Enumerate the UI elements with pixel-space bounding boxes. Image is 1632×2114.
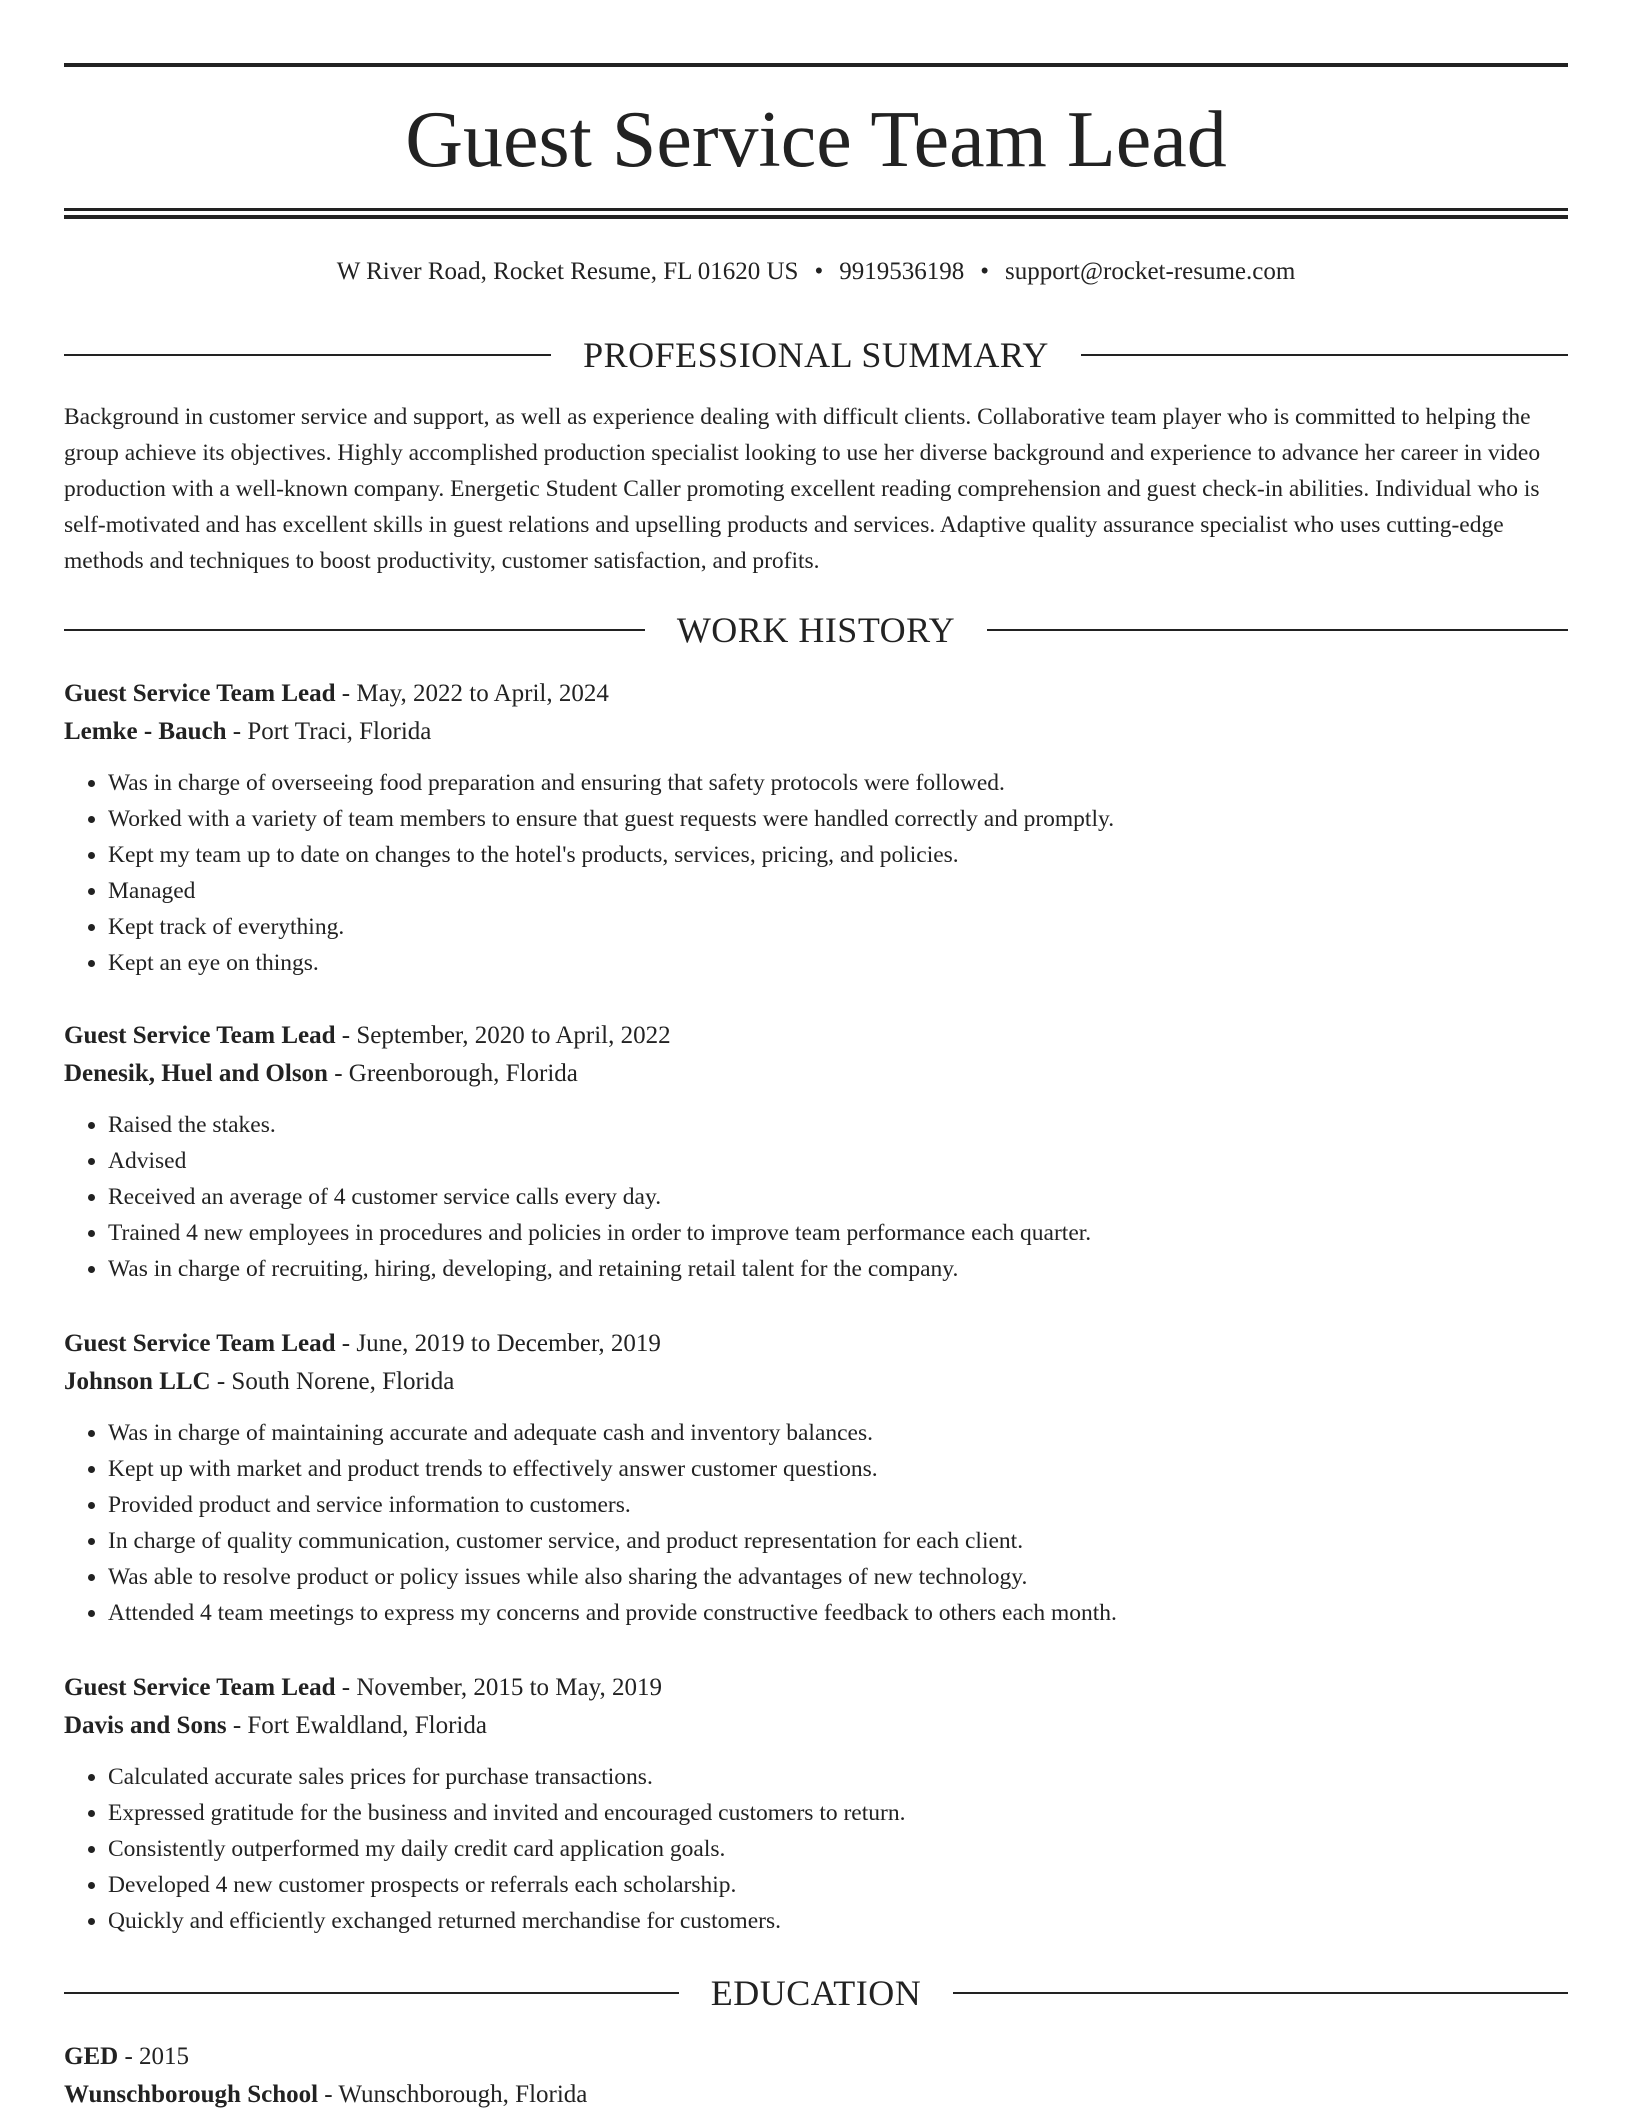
title-double-rule	[64, 208, 1568, 219]
job-entry	[64, 1669, 1568, 1939]
job-title: Guest Service Team Lead	[64, 1330, 336, 1357]
section-heading-work	[64, 608, 1568, 652]
education-degree: GED	[64, 2043, 119, 2070]
job-bullet: • Managed	[108, 873, 1568, 909]
job-company-line	[64, 713, 1568, 751]
job-bullet: • Kept track of everything.	[108, 909, 1568, 945]
section-heading-label: EDUCATION	[710, 1973, 922, 2013]
job-location: - South Norene, Florida	[210, 1368, 455, 1395]
heading-rule-left	[64, 354, 551, 356]
job-dates: - June, 2019 to December, 2019	[335, 1330, 661, 1357]
job-bullet: • Was in charge of recruiting, hiring, developing, and retaining retail talent for the company.	[108, 1251, 1568, 1287]
heading-rule-right	[1081, 354, 1568, 356]
job-location: - Fort Ewaldland, Florida	[226, 1712, 487, 1739]
section-heading-education	[64, 1971, 1568, 2015]
top-rule	[64, 63, 1568, 67]
job-company-line	[64, 1707, 1568, 1745]
contact-email: support@rocket-resume.com	[1005, 258, 1296, 285]
job-bullet: • Worked with a variety of team members to ensure that guest requests were handled correctly and promptly.	[108, 801, 1568, 837]
job-title-line	[64, 1325, 1568, 1363]
job-bullet: • Kept my team up to date on changes to the hotel's products, services, pricing, and policies.	[108, 837, 1568, 873]
job-company-line	[64, 1055, 1568, 1093]
job-bullet: • In charge of quality communication, customer service, and product representation for each client.	[108, 1523, 1568, 1559]
contact-separator: •	[980, 258, 989, 285]
job-bullet: • Expressed gratitude for the business and invited and encouraged customers to return.	[108, 1795, 1568, 1831]
job-bullet: • Attended 4 team meetings to express my concerns and provide constructive feedback to others each month.	[108, 1595, 1568, 1631]
job-bullet: • Was in charge of maintaining accurate and adequate cash and inventory balances.	[108, 1415, 1568, 1451]
section-heading-label: WORK HISTORY	[676, 610, 956, 650]
job-bullets	[64, 765, 1568, 981]
job-company: Lemke - Bauch	[64, 718, 227, 745]
job-bullet: • Trained 4 new employees in procedures and policies in order to improve team performance each quarter.	[108, 1215, 1568, 1251]
job-entry	[64, 675, 1568, 981]
job-dates: - May, 2022 to April, 2024	[335, 680, 609, 707]
job-company: Denesik, Huel and Olson	[64, 1060, 328, 1087]
education-entry	[64, 2038, 1568, 2114]
job-bullet: • Kept up with market and product trends to effectively answer customer questions.	[108, 1451, 1568, 1487]
job-location: - Greenborough, Florida	[327, 1060, 578, 1087]
job-entry	[64, 1325, 1568, 1631]
job-title-line	[64, 675, 1568, 713]
education-school: Wunschborough School	[64, 2081, 319, 2108]
education-location: - Wunschborough, Florida	[318, 2081, 588, 2108]
job-bullets	[64, 1107, 1568, 1287]
education-school-line	[64, 2076, 1568, 2114]
heading-rule-left	[64, 629, 645, 631]
contact-address: W River Road, Rocket Resume, FL 01620 US	[336, 258, 799, 285]
education-year: - 2015	[118, 2043, 190, 2070]
job-title-line	[64, 1669, 1568, 1707]
job-bullet: • Developed 4 new customer prospects or referrals each scholarship.	[108, 1867, 1568, 1903]
job-title: Guest Service Team Lead	[64, 1022, 336, 1049]
job-title-line	[64, 1017, 1568, 1055]
summary-paragraph: Background in customer service and support, as well as experience dealing with difficult clients. Collaborative team player who is committed to helping the group achieve its objectives. Highly accomplished production specialist looking to use her diverse background and experience to advance her career in video production with a well-known company. Energetic Student Caller promoting excellent reading comprehension and guest check-in abilities. Individual who is self-motivated and has excellent skills in guest relations and upselling products and services. Adaptive quality assurance specialist who uses cutting-edge methods and techniques to boost productivity, customer satisfaction, and profits.	[64, 404, 1541, 574]
section-heading-summary	[64, 333, 1568, 377]
job-bullet: • Quickly and efficiently exchanged returned merchandise for customers.	[108, 1903, 1568, 1939]
job-company: Johnson LLC	[64, 1368, 211, 1395]
job-entry	[64, 1017, 1568, 1287]
job-bullets	[64, 1415, 1568, 1631]
contact-separator: •	[814, 258, 824, 285]
job-bullet: • Consistently outperformed my daily credit card application goals.	[108, 1831, 1568, 1867]
heading-rule-right	[953, 1992, 1568, 1994]
job-company-line	[64, 1363, 1568, 1401]
job-dates: - November, 2015 to May, 2019	[335, 1674, 663, 1701]
job-bullet: • Calculated accurate sales prices for purchase transactions.	[108, 1759, 1568, 1795]
education-degree-line	[64, 2038, 1568, 2076]
job-bullet: • Received an average of 4 customer service calls every day.	[108, 1179, 1568, 1215]
job-bullet: • Advised	[108, 1143, 1568, 1179]
section-heading-label: PROFESSIONAL SUMMARY	[583, 335, 1049, 375]
job-title: Guest Service Team Lead	[64, 1674, 336, 1701]
job-bullets	[64, 1759, 1568, 1939]
job-bullet: • Was able to resolve product or policy issues while also sharing the advantages of new technology.	[108, 1559, 1568, 1595]
job-company: Davis and Sons	[64, 1712, 227, 1739]
heading-rule-left	[64, 1992, 679, 1994]
job-bullet: • Provided product and service information to customers.	[108, 1487, 1568, 1523]
contact-line	[64, 255, 1568, 289]
job-dates: - September, 2020 to April, 2022	[335, 1022, 671, 1049]
resume-title: Guest Service Team Lead	[405, 96, 1227, 184]
contact-phone: 9919536198	[839, 258, 965, 285]
job-bullet: • Raised the stakes.	[108, 1107, 1568, 1143]
heading-rule-right	[987, 629, 1568, 631]
job-bullet: • Kept an eye on things.	[108, 945, 1568, 981]
job-location: - Port Traci, Florida	[226, 718, 432, 745]
job-title: Guest Service Team Lead	[64, 680, 336, 707]
job-bullet: • Was in charge of overseeing food preparation and ensuring that safety protocols were followed.	[108, 765, 1568, 801]
